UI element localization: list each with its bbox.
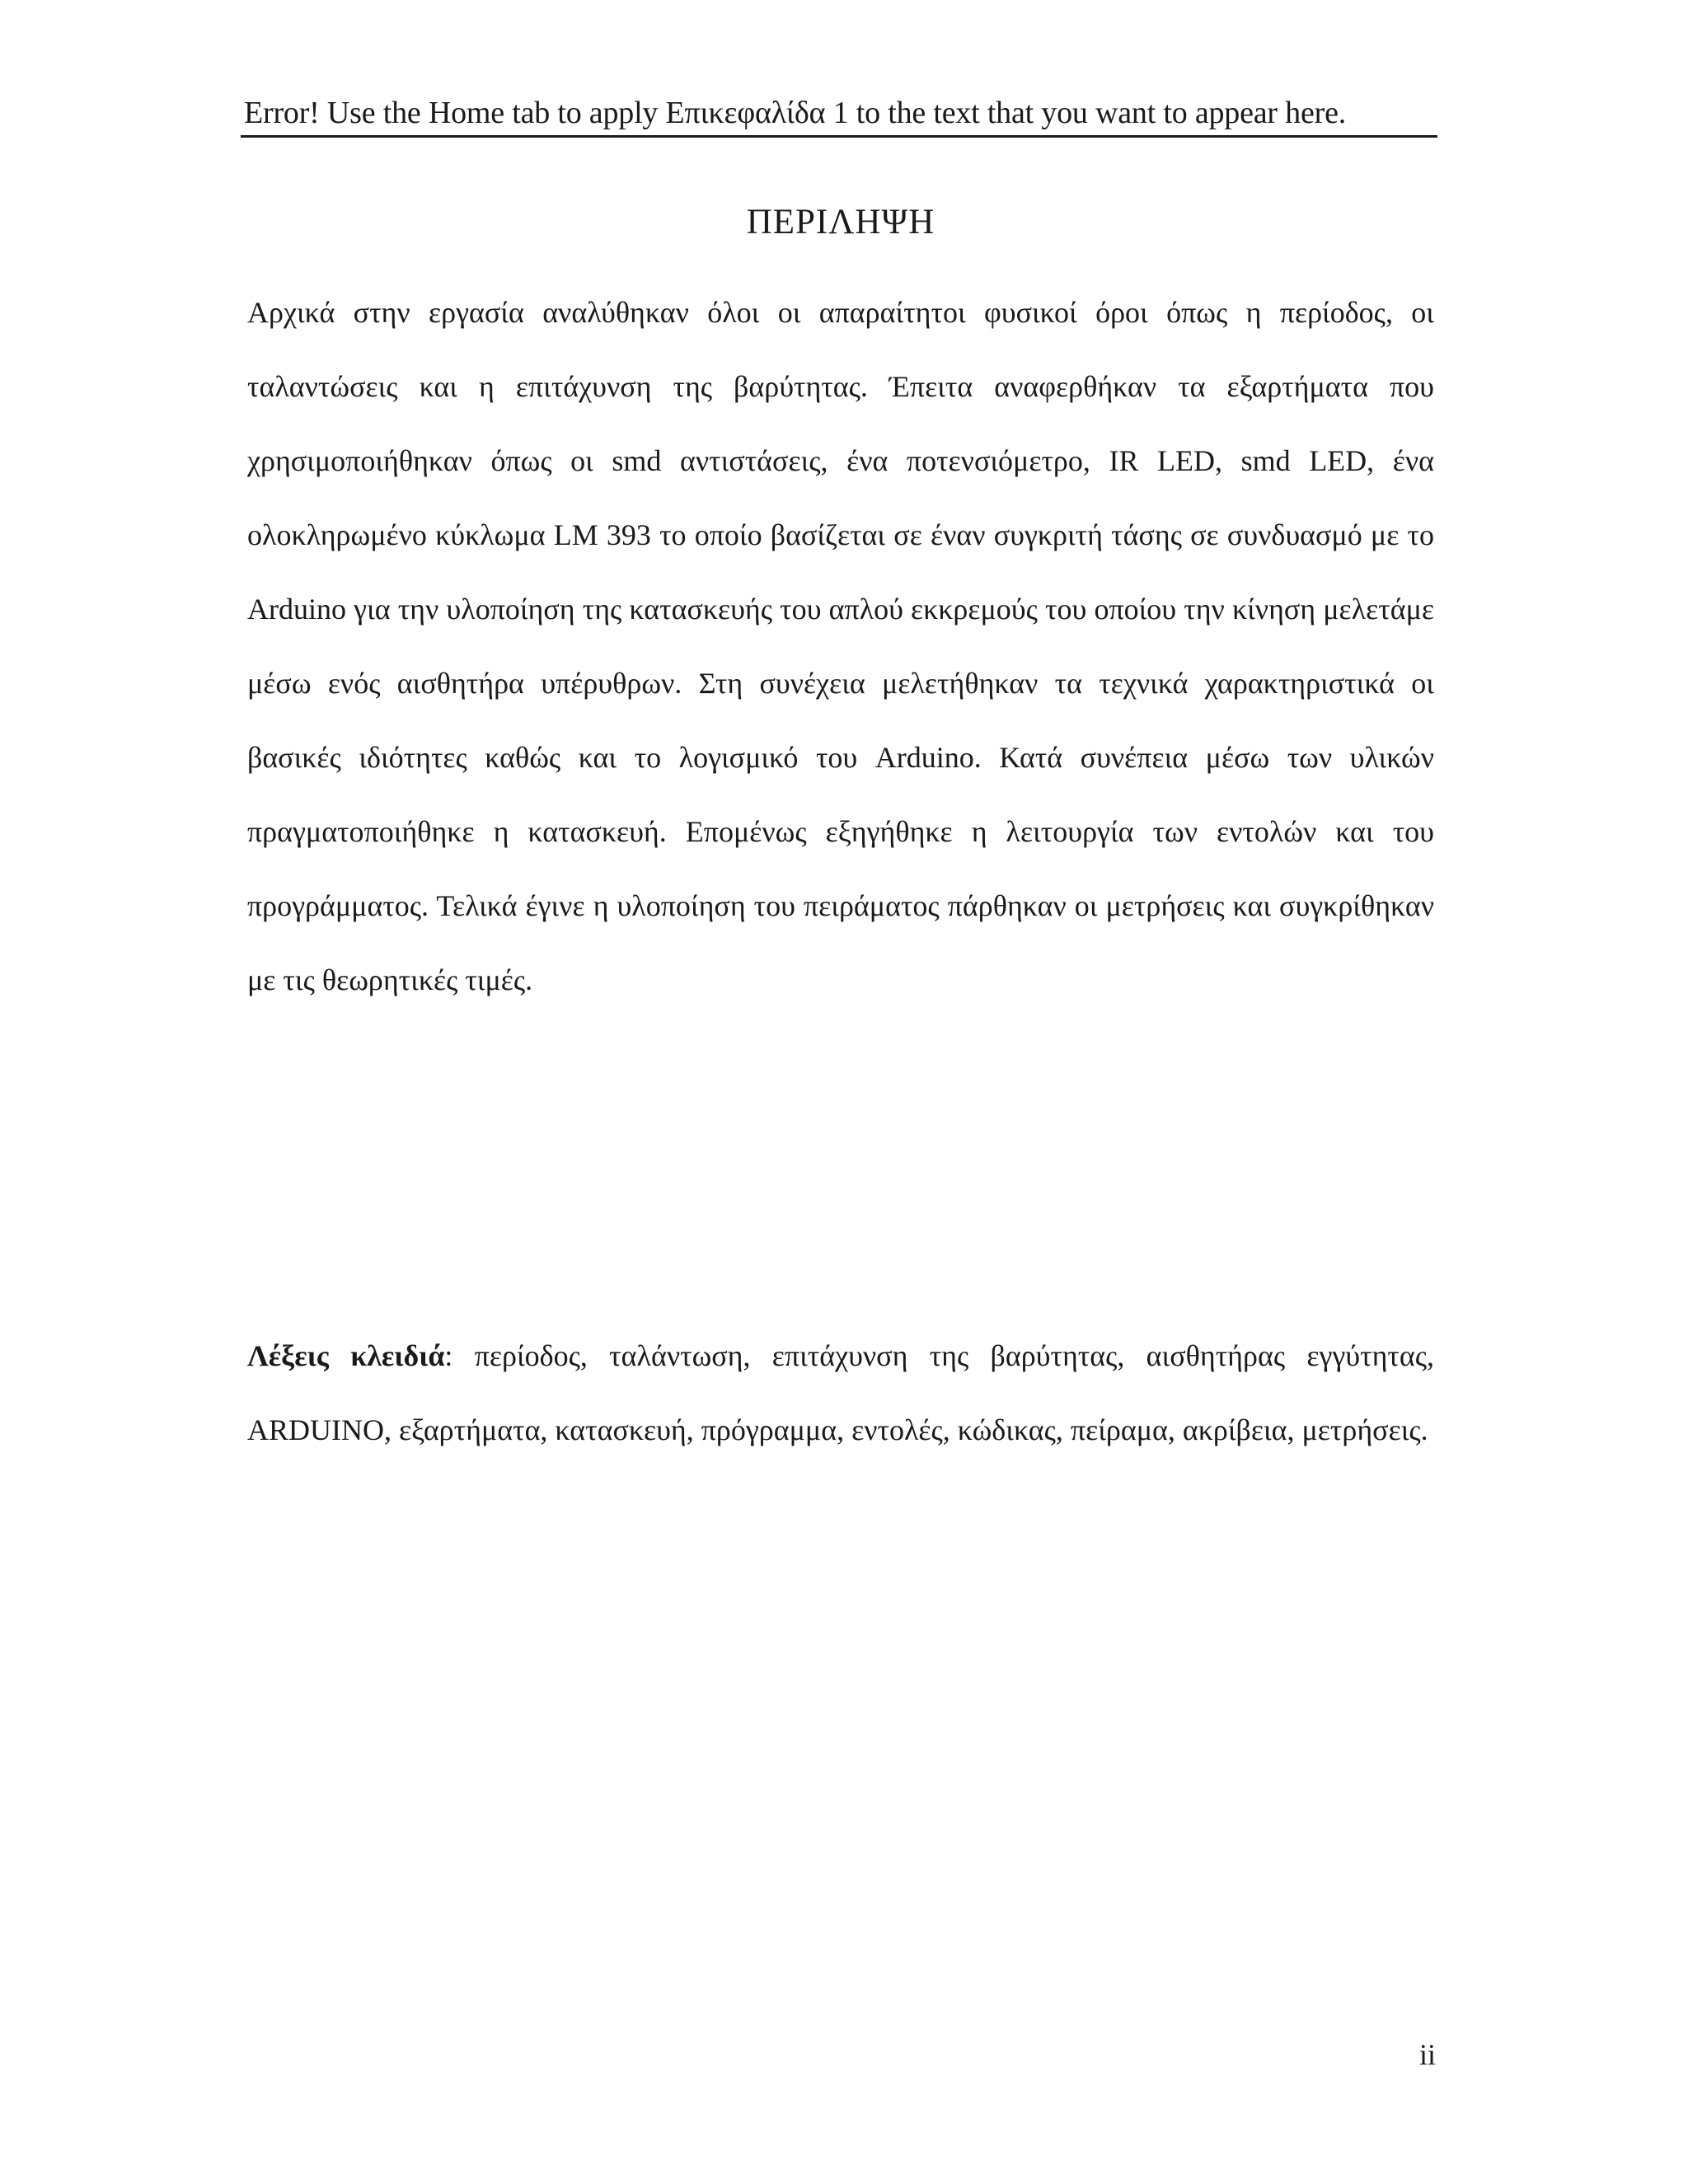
page-number: ii bbox=[1418, 2038, 1436, 2071]
abstract-paragraph: Αρχικά στην εργασία αναλύθηκαν όλοι οι απαραίτητοι φυσικοί όροι όπως η περίοδος, οι ταλαντώσεις και η επιτάχυνση της βαρύτητας. Έπειτα αναφερθήκαν τα εξαρτήματα που χρησιμοποιήθηκαν όπως οι smd αντιστάσεις, ένα ποτενσιόμετρο, IR LED, smd LED, ένα ολοκληρωμένο κύκλωμα LM 393 το οποίο βασίζεται σε έναν συγκριτή τάσης σε συνδυασμό με το Arduino για την υλοποίηση της κατασκευής του απλού εκκρεμούς του οποίου την κίνηση μελετάμε μέσω ενός αισθητήρα υπέρυθρων. Στη συνέχεια μελετήθηκαν τα τεχνικά χαρακτηριστικά οι βασικές ιδιότητες καθώς και το λογισμικό του Arduino. Κατά συνέπεια μέσω των υλικών πραγματοποιήθηκε η κατασκευή. Επομένως εξηγήθηκε η λειτουργία των εντολών και του προγράμματος. Τελικά έγινε η υλοποίηση του πειράματος πάρθηκαν οι μετρήσεις και συγκρίθηκαν με τις θεωρητικές τιμές. bbox=[247, 296, 1434, 996]
section-title: ΠΕΡΙΛΗΨΗ bbox=[746, 203, 935, 241]
keywords-list: περίοδος, ταλάντωση, επιτάχυνση της βαρύτητας, αισθητήρας εγγύτητας, ARDUINO, εξαρτήματα, κατασκευή, πρόγραμμα, εντολές, κώδικας, πείραμα, ακρίβεια, μετρήσεις. bbox=[247, 1339, 1434, 1446]
keywords-separator: : bbox=[444, 1339, 453, 1372]
keywords-label: Λέξεις κλειδιά bbox=[247, 1339, 445, 1372]
header-divider bbox=[241, 135, 1437, 138]
running-header: Error! Use the Home tab to apply Επικεφαλίδα 1 to the text that you want to appear here. bbox=[244, 96, 1347, 130]
keywords-paragraph bbox=[247, 1319, 1434, 1467]
